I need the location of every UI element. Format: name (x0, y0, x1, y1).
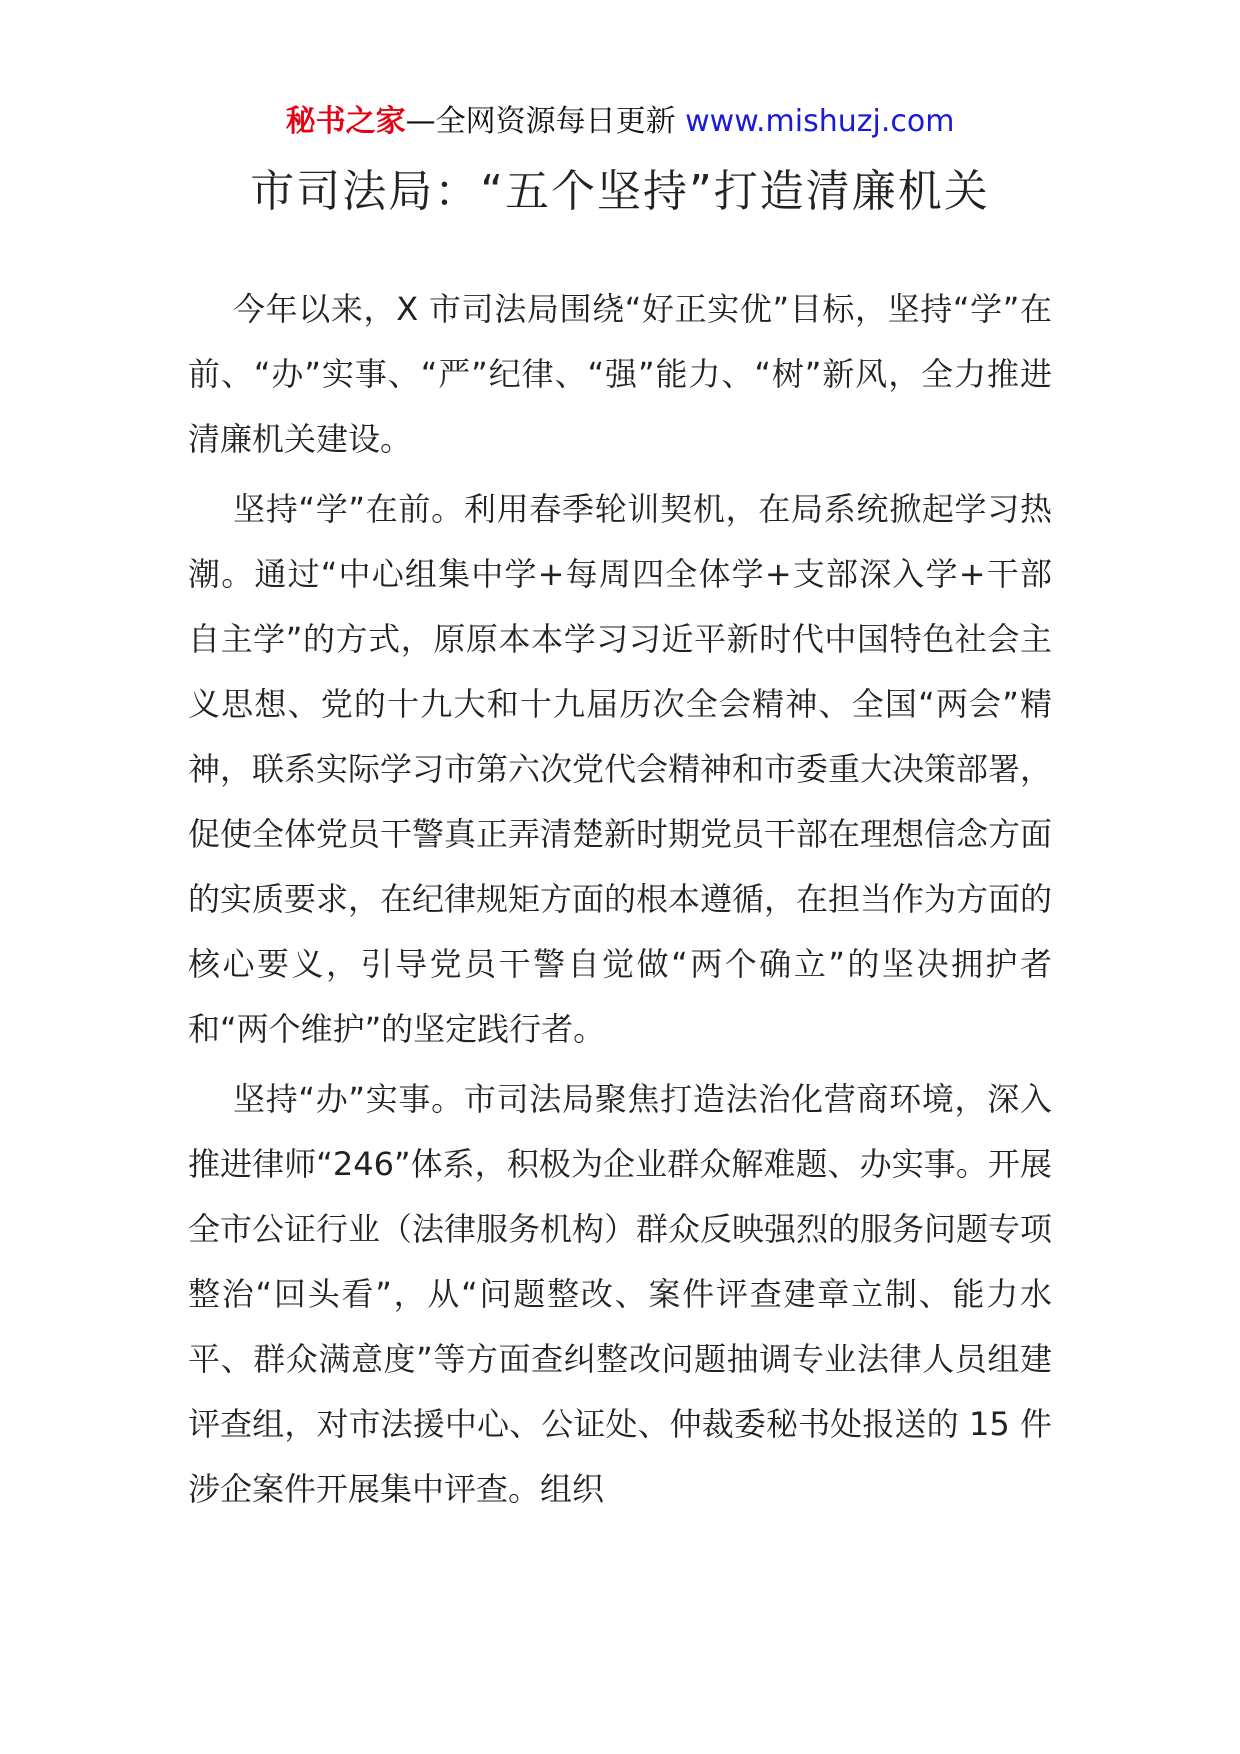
site-url-link[interactable]: www.mishuzj.com (685, 104, 955, 139)
site-slogan: —全网资源每日更新 (405, 104, 676, 139)
paragraph-intro: 今年以来，X 市司法局围绕“好正实优”目标，坚持“学”在前、“办”实事、“严”纪律、“强”能力、“树”新风，全力推进清廉机关建设。 (188, 290, 1052, 458)
paragraph-study: 坚持“学”在前。利用春季轮训契机，在局系统掀起学习热潮。通过“中心组集中学+每周四全体学+支部深入学+干部自主学”的方式，原原本本学习习近平新时代中国特色社会主义思想、党的十九大和十九届历次全会精神、全国“两会”精神，联系实际学习市第六次党代会精神和市委重大决策部署，促使全体党员干警真正弄清楚新时期党员干部在理想信念方面的实质要求，在纪律规矩方面的根本遵循，在担当作为方面的核心要义，引导党员干警自觉做“两个确立”的坚决拥护者和“两个维护”的坚定践行者。 (188, 490, 1053, 1048)
document-body (188, 277, 1052, 1527)
paragraph-practical: 坚持“办”实事。市司法局聚焦打造法治化营商环境，深入推进律师“246”体系，积极为企业群众解难题、办实事。开展全市公证行业（法律服务机构）群众反映强烈的服务问题专项整治“回头看”，从“问题整改、案件评查建章立制、能力水平、群众满意度”等方面查纠整改问题抽调专业法律人员组建评查组，对市法援中心、公证处、仲裁委秘书处报送的 15 件涉企案件开展集中评查。组织 (188, 1080, 1053, 1508)
site-header (0, 102, 1240, 142)
site-brand: 秘书之家 (285, 104, 406, 139)
document-title: 市司法局：“五个坚持”打造清廉机关 (250, 166, 990, 217)
